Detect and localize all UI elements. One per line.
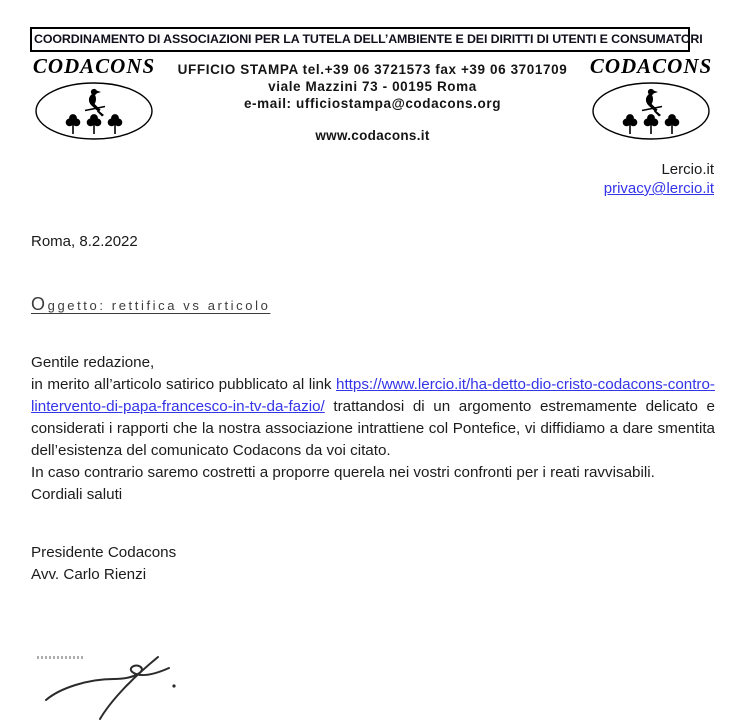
recipient-name: Lercio.it [661,161,714,178]
salutation: Gentile redazione, [31,354,155,371]
club-icons [623,115,679,134]
paragraph-1 [31,374,715,462]
letterhead-header [28,54,717,143]
article-url-link[interactable]: https://www.lercio.it/ha-detto-dio-cristo-codacons-contro-lintervento-di-papa-francesco-in-tv-da-fazio/ [31,376,715,415]
codacons-emblem-icon [590,81,712,141]
letterhead-banner: COORDINAMENTO DI ASSOCIAZIONI PER LA TUTELA DELL’AMBIENTE E DEI DIRITTI DI UTENTI E CONSUMATORI [30,27,690,52]
subject-line: Oggetto: rettifica vs articolo [31,294,271,314]
signer-title: Presidente Codacons [31,544,177,561]
falcon-icon [89,89,104,117]
paragraph-1-text-after: trattandosi di un argomento estremamente delicato e considerati i rapporti che la nostra associazione intrattiene col Pontefice, vi diffidiamo a dare smentita dell’esistenza del comunicato Codacons da voi citato. [31,398,715,459]
recipient-email-link[interactable]: privacy@lercio.it [603,180,714,197]
codacons-website: www.codacons.it [315,128,430,143]
paragraph-1-text-before: in merito all’articolo satirico pubblicato al link [31,376,336,393]
codacons-emblem-icon [33,81,155,141]
letter-body [31,352,715,586]
recipient-block [604,160,714,198]
codacons-wordmark-right: CODACONS [589,54,713,78]
closing: Cordiali saluti [31,486,123,503]
dateline: Roma, 8.2.2022 [31,233,138,250]
press-office-contacts [160,54,585,143]
codacons-logo-right [585,54,717,141]
falcon-icon [646,89,661,117]
signer-block [31,542,715,586]
signature-scribble-icon [26,648,216,722]
contact-address: viale Mazzini 73 - 00195 Roma [268,79,477,94]
paragraph-2: In caso contrario saremo costretti a proporre querela nei vostri confronti per i reati ravvisabili. [31,464,655,481]
codacons-wordmark-left: CODACONS [32,54,156,78]
codacons-logo-left [28,54,160,141]
contact-phone-fax: UFFICIO STAMPA tel.+39 06 3721573 fax +39 06 3701709 [177,62,568,77]
contact-email: e-mail: ufficiostampa@codacons.org [243,96,502,111]
signer-name: Avv. Carlo Rienzi [31,566,147,583]
club-icons [66,115,122,134]
